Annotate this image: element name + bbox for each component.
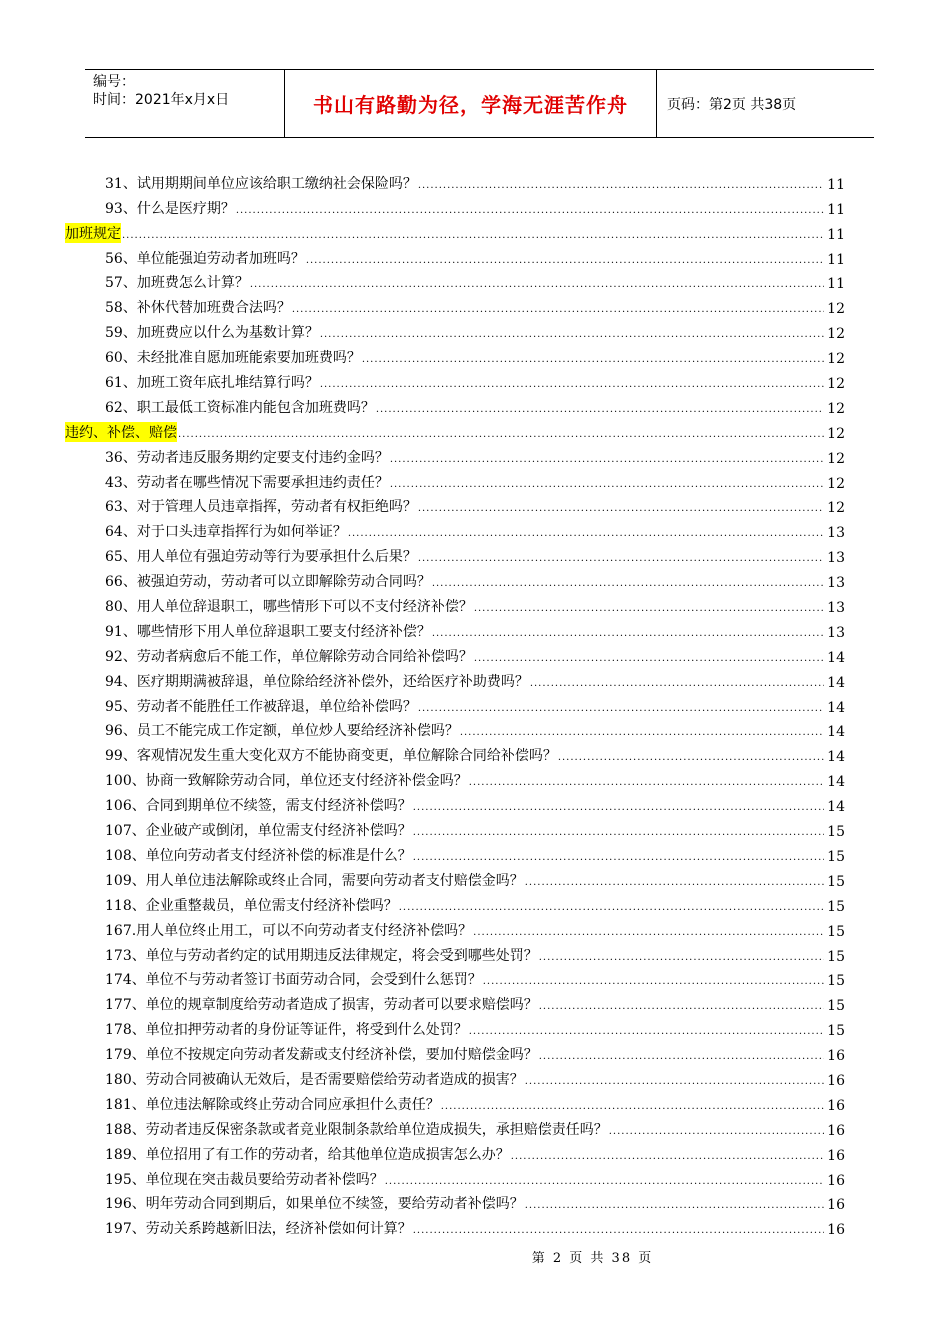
toc-page-number: 12 [827, 450, 845, 467]
toc-page-number: 13 [827, 600, 845, 617]
toc-page-number: 13 [827, 575, 845, 592]
toc-page-number: 14 [827, 799, 845, 816]
toc-entry-title: 99、客观情况发生重大变化双方不能协商变更，单位解除合同给补偿吗？ [105, 748, 557, 765]
toc-entry-title: 174、单位不与劳动者签订书面劳动合同，会受到什么惩罚？ [105, 972, 482, 989]
number-label: 编号： [93, 74, 135, 90]
toc-entry-row[interactable] [65, 367, 845, 392]
toc-page-number: 16 [827, 1197, 845, 1214]
toc-page-number: 14 [827, 724, 845, 741]
toc-entry-row[interactable] [65, 989, 845, 1014]
toc-entry-title: 178、单位扣押劳动者的身份证等证件，将受到什么处罚？ [105, 1022, 468, 1039]
toc-entry-title: 109、用人单位违法解除或终止合同，需要向劳动者支付赔偿金吗？ [105, 872, 524, 889]
toc-leader-dots [441, 1100, 824, 1114]
toc-entry-title: 59、加班费应以什么为基数计算？ [105, 325, 319, 342]
toc-leader-dots [418, 179, 824, 193]
toc-page-number: 16 [827, 1048, 845, 1065]
toc-leader-dots [390, 453, 824, 467]
toc-leader-dots [530, 677, 824, 691]
toc-leader-dots [473, 926, 824, 940]
toc-entry-title: 63、对于管理人员违章指挥，劳动者有权拒绝吗？ [105, 499, 417, 516]
toc-entry-row[interactable] [65, 765, 845, 790]
toc-page-number: 11 [827, 201, 845, 218]
toc-entry-title: 64、对于口头违章指挥行为如何举证？ [105, 524, 347, 541]
toc-leader-dots [418, 702, 824, 716]
toc-leader-dots [292, 303, 824, 317]
toc-entry-title: 43、劳动者在哪些情况下需要承担违约责任？ [105, 474, 389, 491]
toc-page-number: 15 [827, 923, 845, 940]
toc-section-title: 加班规定 [65, 223, 121, 243]
toc-page-number: 12 [827, 351, 845, 368]
toc-leader-dots [511, 1150, 824, 1164]
toc-leader-dots [413, 826, 824, 840]
header-page-info: 页码：第2页 共38页 [667, 96, 797, 113]
toc-page-number: 12 [827, 425, 845, 442]
toc-page-number: 11 [827, 251, 845, 268]
toc-leader-dots [483, 975, 824, 989]
toc-entry-row[interactable] [65, 915, 845, 940]
toc-entry-row[interactable] [65, 716, 845, 741]
toc-entry-row[interactable] [65, 392, 845, 417]
toc-entry-title: 56、单位能强迫劳动者加班吗？ [105, 250, 305, 267]
toc-leader-dots [460, 726, 824, 740]
toc-leader-dots [418, 502, 824, 516]
header-motto: 书山有路勤为径，学海无涯苦作舟 [285, 70, 657, 137]
time-label: 时间：2021年x月x日 [93, 92, 230, 108]
toc-leader-dots [306, 254, 824, 268]
toc-entry-title: 180、劳动合同被确认无效后，是否需要赔偿给劳动者造成的损害？ [105, 1071, 524, 1088]
toc-page-number: 11 [827, 226, 845, 243]
toc-entry-title: 95、劳动者不能胜任工作被辞退，单位给补偿吗？ [105, 698, 417, 715]
toc-leader-dots [385, 1175, 824, 1189]
toc-entry-row[interactable] [65, 193, 845, 218]
toc-entry-row[interactable] [65, 1139, 845, 1164]
toc-leader-dots [539, 951, 824, 965]
toc-entry-title: 92、劳动者病愈后不能工作，单位解除劳动合同给补偿吗？ [105, 648, 473, 665]
toc-page-number: 11 [827, 276, 845, 293]
toc-entry-title: 188、劳动者违反保密条款或者竞业限制条款给单位造成损失，承担赔偿责任吗？ [105, 1121, 608, 1138]
table-of-contents [65, 168, 845, 1238]
toc-entry-row[interactable] [65, 492, 845, 517]
toc-leader-dots [525, 876, 824, 890]
toc-entry-title: 179、单位不按规定向劳动者发薪或支付经济补偿，要加付赔偿金吗？ [105, 1047, 538, 1064]
page-footer [0, 1247, 950, 1266]
toc-entry-row[interactable] [65, 467, 845, 492]
toc-entry-row[interactable] [65, 1114, 845, 1139]
toc-page-number: 15 [827, 898, 845, 915]
toc-page-number: 16 [827, 1122, 845, 1139]
toc-leader-dots [390, 478, 824, 492]
toc-leader-dots [469, 1025, 824, 1039]
toc-page-number: 16 [827, 1147, 845, 1164]
toc-entry-row[interactable] [65, 292, 845, 317]
toc-entry-title: 177、单位的规章制度给劳动者造成了损害，劳动者可以要求赔偿吗？ [105, 997, 538, 1014]
toc-page-number: 14 [827, 749, 845, 766]
toc-entry-row[interactable] [65, 691, 845, 716]
toc-entry-row[interactable] [65, 541, 845, 566]
toc-leader-dots [362, 353, 824, 367]
toc-entry-title: 173、单位与劳动者约定的试用期违反法律规定，将会受到哪些处罚？ [105, 947, 538, 964]
toc-entry-row[interactable] [65, 342, 845, 367]
toc-page-number: 13 [827, 525, 845, 542]
toc-entry-row[interactable] [65, 740, 845, 765]
toc-page-number: 15 [827, 873, 845, 890]
footer-page-number: 第 2 页 共 38 页 [531, 1251, 654, 1266]
toc-leader-dots [122, 229, 824, 243]
toc-entry-title: 66、被强迫劳动，劳动者可以立即解除劳动合同吗？ [105, 574, 431, 591]
toc-section-title: 违约、补偿、赔偿 [65, 422, 177, 442]
toc-leader-dots [474, 652, 824, 666]
toc-entry-row[interactable] [65, 1089, 845, 1114]
toc-entry-title: 106、合同到期单位不续签，需支付经济补偿吗？ [105, 798, 412, 815]
toc-section-row[interactable] [65, 218, 845, 243]
toc-page-number: 13 [827, 624, 845, 641]
toc-entry-row[interactable] [65, 1039, 845, 1064]
toc-entry-title: 118、企业重整裁员，单位需支付经济补偿吗？ [105, 897, 398, 914]
toc-leader-dots [609, 1125, 824, 1139]
toc-entry-row[interactable] [65, 1213, 845, 1238]
toc-entry-row[interactable] [65, 1014, 845, 1039]
toc-page-number: 14 [827, 699, 845, 716]
toc-leader-dots [250, 278, 824, 292]
toc-entry-row[interactable] [65, 442, 845, 467]
toc-leader-dots [539, 1050, 824, 1064]
toc-page-number: 11 [827, 176, 845, 193]
toc-entry-title: 181、单位违法解除或终止劳动合同应承担什么责任？ [105, 1096, 440, 1113]
toc-leader-dots [320, 378, 824, 392]
toc-page-number: 16 [827, 1172, 845, 1189]
toc-leader-dots [558, 751, 824, 765]
toc-entry-row[interactable] [65, 890, 845, 915]
toc-entry-row[interactable] [65, 865, 845, 890]
toc-leader-dots [418, 552, 824, 566]
toc-entry-row[interactable] [65, 268, 845, 293]
toc-leader-dots [525, 1199, 824, 1213]
toc-entry-row[interactable] [65, 666, 845, 691]
toc-entry-row[interactable] [65, 641, 845, 666]
toc-entry-row[interactable] [65, 815, 845, 840]
toc-page-number: 15 [827, 948, 845, 965]
toc-leader-dots [469, 776, 824, 790]
toc-entry-title: 94、医疗期期满被辞退，单位除给经济补偿外，还给医疗补助费吗？ [105, 673, 529, 690]
toc-entry-title: 108、单位向劳动者支付经济补偿的标准是什么？ [105, 847, 412, 864]
toc-page-number: 14 [827, 774, 845, 791]
toc-entry-title: 96、员工不能完成工作定额，单位炒人要给经济补偿吗？ [105, 723, 459, 740]
toc-entry-title: 107、企业破产或倒闭，单位需支付经济补偿吗？ [105, 823, 412, 840]
toc-entry-row[interactable] [65, 1189, 845, 1214]
toc-page-number: 15 [827, 973, 845, 990]
toc-page-number: 16 [827, 1222, 845, 1239]
toc-page-number: 12 [827, 301, 845, 318]
page-header [85, 69, 874, 138]
toc-page-number: 15 [827, 848, 845, 865]
toc-entry-title: 93、什么是医疗期？ [105, 200, 235, 217]
toc-entry-title: 62、职工最低工资标准内能包含加班费吗？ [105, 399, 375, 416]
toc-entry-row[interactable] [65, 168, 845, 193]
toc-entry-title: 65、用人单位有强迫劳动等行为要承担什么后果？ [105, 549, 417, 566]
toc-entry-title: 196、明年劳动合同到期后，如果单位不续签，要给劳动者补偿吗？ [105, 1196, 524, 1213]
toc-entry-row[interactable] [65, 616, 845, 641]
toc-leader-dots [413, 801, 824, 815]
toc-entry-title: 57、加班费怎么计算？ [105, 275, 249, 292]
toc-page-number: 16 [827, 1072, 845, 1089]
toc-page-number: 15 [827, 824, 845, 841]
toc-page-number: 14 [827, 674, 845, 691]
toc-entry-row[interactable] [65, 566, 845, 591]
toc-leader-dots [413, 851, 824, 865]
toc-entry-title: 58、补休代替加班费合法吗？ [105, 300, 291, 317]
toc-entry-row[interactable] [65, 790, 845, 815]
toc-entry-title: 80、用人单位辞退职工，哪些情形下可以不支付经济补偿？ [105, 599, 473, 616]
toc-leader-dots [399, 901, 824, 915]
toc-entry-row[interactable] [65, 840, 845, 865]
header-meta [85, 70, 285, 137]
toc-leader-dots [178, 428, 824, 442]
toc-entry-title: 31、试用期期间单位应该给职工缴纳社会保险吗？ [105, 175, 417, 192]
toc-leader-dots [413, 1224, 824, 1238]
toc-entry-title: 60、未经批准自愿加班能索要加班费吗？ [105, 350, 361, 367]
toc-leader-dots [539, 1000, 824, 1014]
toc-entry-title: 100、协商一致解除劳动合同，单位还支付经济补偿金吗？ [105, 773, 468, 790]
toc-entry-row[interactable] [65, 516, 845, 541]
toc-entry-title: 195、单位现在突击裁员要给劳动者补偿吗？ [105, 1171, 384, 1188]
toc-page-number: 12 [827, 376, 845, 393]
toc-entry-row[interactable] [65, 243, 845, 268]
toc-page-number: 12 [827, 400, 845, 417]
toc-entry-title: 197、劳动关系跨越新旧法，经济补偿如何计算？ [105, 1221, 412, 1238]
toc-entry-title: 189、单位招用了有工作的劳动者，给其他单位造成损害怎么办？ [105, 1146, 510, 1163]
toc-leader-dots [376, 403, 824, 417]
toc-entry-row[interactable] [65, 1164, 845, 1189]
toc-leader-dots [236, 204, 824, 218]
toc-entry-title: 167.用人单位终止用工，可以不向劳动者支付经济补偿吗？ [105, 922, 473, 939]
toc-page-number: 12 [827, 475, 845, 492]
toc-entry-row[interactable] [65, 317, 845, 342]
toc-leader-dots [348, 527, 824, 541]
toc-page-number: 12 [827, 326, 845, 343]
toc-page-number: 15 [827, 998, 845, 1015]
toc-section-row[interactable] [65, 417, 845, 442]
toc-page-number: 12 [827, 500, 845, 517]
toc-leader-dots [432, 627, 824, 641]
toc-page-number: 13 [827, 550, 845, 567]
toc-leader-dots [525, 1075, 824, 1089]
toc-leader-dots [320, 328, 824, 342]
toc-page-number: 14 [827, 649, 845, 666]
toc-leader-dots [432, 577, 824, 591]
toc-entry-title: 61、加班工资年底扎堆结算行吗？ [105, 375, 319, 392]
toc-entry-title: 36、劳动者违反服务期约定要支付违约金吗？ [105, 449, 389, 466]
toc-page-number: 15 [827, 1023, 845, 1040]
toc-leader-dots [474, 602, 824, 616]
toc-entry-row[interactable] [65, 940, 845, 965]
toc-entry-row[interactable] [65, 1064, 845, 1089]
toc-page-number: 16 [827, 1097, 845, 1114]
toc-entry-row[interactable] [65, 965, 845, 990]
toc-entry-title: 91、哪些情形下用人单位辞退职工要支付经济补偿？ [105, 623, 431, 640]
toc-entry-row[interactable] [65, 591, 845, 616]
